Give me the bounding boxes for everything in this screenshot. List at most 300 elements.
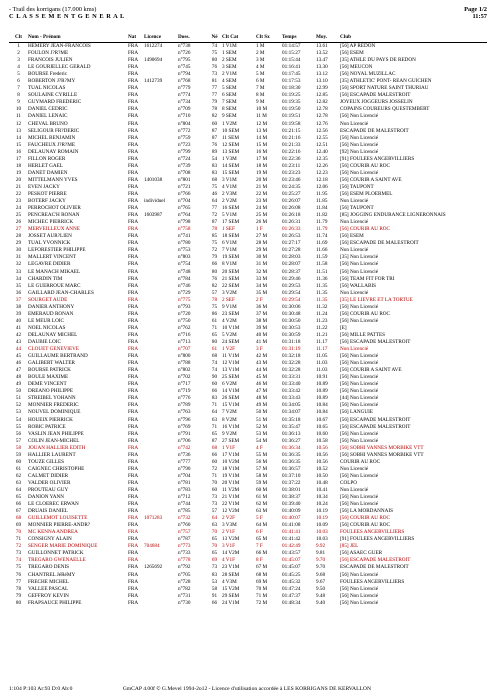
cell-sex-rank: 52 M	[256, 423, 268, 430]
cell-club: ESCAPADE DE MALESTROIT	[340, 127, 409, 134]
cell-speed: 9.92	[316, 543, 326, 550]
cell-born: 71	[211, 324, 218, 331]
cell-speed: 11.22	[316, 324, 328, 331]
cell-name: FAUCHEUX J?R?ME	[28, 141, 76, 148]
cell-born: 87	[211, 219, 218, 226]
cell-time: 01:33:31	[282, 374, 301, 381]
cell-name: DAUBIE LOIC	[28, 338, 61, 345]
cell-licence: 1612274	[144, 43, 163, 50]
cell-nat: FRA	[128, 324, 139, 331]
cell-speed: 10.24	[316, 501, 328, 508]
cell-sex-rank: 39 M	[256, 324, 268, 331]
cell-bib: n°788	[178, 360, 191, 367]
cell-licence	[143, 226, 177, 233]
cell-speed: 11.82	[316, 212, 328, 219]
cell-name: HALLIER LAURENT	[28, 451, 76, 458]
cell-time: 01:21:33	[282, 141, 301, 148]
cell-rank: 10	[15, 106, 22, 113]
cell-name: LE CLOËREC ERWAN	[28, 501, 79, 508]
table-row	[9, 536, 487, 543]
cell-bib: n°741	[178, 233, 191, 240]
cell-club: [56] AP REDON	[340, 43, 376, 50]
cell-bib: n°772	[178, 127, 191, 134]
cell-nat: FRA	[128, 134, 139, 141]
cell-name: BOTERF JACKY	[28, 198, 66, 205]
cell-sex-rank: 23 M	[256, 198, 268, 205]
cell-cat-rank: 6 V1M	[222, 240, 237, 247]
cell-sex-rank: 56 M	[256, 458, 268, 465]
cell-nat: FRA	[128, 388, 139, 395]
race-title: - Trail des korrigans (17.000 kms)	[9, 6, 97, 13]
cell-licence	[143, 508, 177, 515]
table-row	[9, 283, 487, 290]
cell-sex-rank: 2 F	[256, 296, 263, 303]
cell-time: 01:33:40	[282, 381, 301, 388]
cell-club: [56] Non Licencié	[340, 141, 379, 148]
table-row	[9, 128, 487, 135]
cell-cat-rank: 12 V1M	[222, 360, 240, 367]
cell-born: 64	[211, 198, 218, 205]
cell-licence	[143, 156, 177, 163]
cell-sex-rank: 29 M	[256, 247, 268, 254]
cell-nat: FRA	[128, 353, 139, 360]
cell-speed: 10.65	[316, 423, 328, 430]
cell-club: [56] COURIR AU ROC	[340, 310, 391, 317]
cell-bib: n°706	[178, 437, 191, 444]
cell-club: [56] ESCAPADE DE MALESTROIT	[340, 240, 419, 247]
table-row	[9, 318, 487, 325]
cell-nat: FRA	[128, 444, 139, 451]
cell-licence	[143, 557, 177, 564]
cell-time: 01:26:31	[282, 219, 301, 226]
cell-club: [56] Non Licencié	[340, 402, 379, 409]
cell-born: 90	[211, 374, 218, 381]
cell-born: 89	[211, 148, 218, 155]
cell-speed: 12.85	[316, 92, 328, 99]
cell-cat-rank: 18 SEM	[222, 233, 240, 240]
cell-sex-rank: 7 M	[256, 85, 265, 92]
cell-licence	[143, 586, 177, 593]
cell-bib: n°796	[178, 416, 191, 423]
cell-licence	[143, 163, 177, 170]
cell-licence	[143, 424, 177, 431]
table-row	[9, 99, 487, 106]
table-row	[9, 339, 487, 346]
cell-sex-rank: 49 M	[256, 402, 268, 409]
cell-born: 70	[211, 543, 218, 550]
cell-name: MICHEL BENJAMIN	[28, 134, 76, 141]
cell-rank: 3	[17, 57, 20, 64]
cell-licence	[143, 71, 177, 78]
cell-club: [56] MEUCON	[340, 64, 373, 71]
cell-rank: 32	[15, 261, 22, 268]
cell-sex-rank: 72 M	[256, 599, 268, 606]
cell-sex-rank: 60 M	[256, 486, 268, 493]
table-row	[9, 43, 487, 51]
cell-name: FILLON ROGER	[28, 155, 66, 162]
cell-licence	[143, 402, 177, 409]
cell-time: 01:33:42	[282, 388, 301, 395]
cell-bib: n°723	[178, 141, 191, 148]
table-row	[9, 424, 487, 431]
cell-cat-rank: 15 V2M	[222, 585, 240, 592]
cell-name: CAIGNEC CHRISTOPHE	[28, 465, 85, 472]
cell-sex-rank: 14 M	[256, 134, 268, 141]
cell-born: 76	[211, 64, 218, 71]
cell-born: 72	[211, 465, 218, 472]
cell-name: BOULE MAXIME	[28, 374, 69, 381]
cell-cat-rank: 29 SEM	[222, 592, 240, 599]
cell-born: 73	[211, 501, 218, 508]
cell-speed: 11.36	[316, 275, 328, 282]
cell-bib: n°795	[178, 57, 191, 64]
cell-time: 01:42:49	[282, 543, 301, 550]
cell-cat-rank: 22 V1M	[222, 501, 240, 508]
cell-bib: n°728	[178, 578, 191, 585]
cell-time: 01:28:37	[282, 268, 301, 275]
cell-rank: 52	[15, 402, 22, 409]
cell-bib: n°804	[178, 120, 191, 127]
cell-cat-rank: 20 V1M	[222, 479, 240, 486]
cell-nat: FRA	[128, 402, 139, 409]
col-header-nat: Nat	[127, 32, 143, 43]
cell-nat: FRA	[128, 465, 139, 472]
table-row	[9, 212, 487, 219]
cell-licence: 1412739	[144, 78, 163, 85]
cell-speed: 12.82	[316, 99, 328, 106]
cell-club: ESCAPADE DE MALESTROIT	[340, 564, 409, 571]
cell-speed: 9.67	[316, 578, 326, 585]
cell-club: [56] ESCAPADE MALESTROIT	[340, 423, 411, 430]
cell-nat: FRA	[128, 303, 139, 310]
cell-licence	[143, 550, 177, 557]
cell-rank: 41	[15, 324, 22, 331]
table-row	[9, 438, 487, 445]
cell-time: 01:22:36	[282, 155, 301, 162]
cell-sex-rank: 38 M	[256, 317, 268, 324]
cell-cat-rank: 22 SEM	[222, 282, 240, 289]
cell-speed: 9.68	[316, 571, 326, 578]
cell-born: 83	[211, 395, 218, 402]
cell-name: MERVEILLEUX ANNE	[28, 226, 80, 233]
cell-cat-rank: 8 V2M	[222, 416, 237, 423]
cell-bib: n°801	[178, 176, 191, 183]
cell-sex-rank: 3 F	[256, 346, 263, 353]
cell-licence	[143, 431, 177, 438]
cell-nat: FRA	[128, 529, 139, 536]
cell-sex-rank: 8 M	[256, 92, 265, 99]
cell-bib: n°784	[178, 275, 191, 282]
cell-nat: FRA	[128, 416, 139, 423]
cell-born: 75	[211, 303, 218, 310]
cell-bib: n°739	[178, 162, 191, 169]
cell-sex-rank: 66 M	[256, 550, 268, 557]
cell-time: 01:19:58	[282, 120, 301, 127]
cell-cat-rank: 7 SEM	[222, 99, 237, 106]
cell-club: [56] LANGUIE	[340, 409, 373, 416]
cell-born: 91	[211, 592, 218, 599]
cell-bib: n°750	[178, 317, 191, 324]
cell-name: DREANO PHILIPPE	[28, 388, 74, 395]
cell-speed: 11.35	[316, 289, 328, 296]
cell-licence: 1071283	[144, 515, 163, 522]
cell-club: [56] Non Licencié	[340, 571, 379, 578]
cell-name: SOULAINE CYRILLE	[28, 92, 78, 99]
cell-bib: n°754	[178, 261, 191, 268]
cell-club: [56] COURIR A SAINT AVE	[340, 176, 402, 183]
cell-born: 68	[211, 176, 218, 183]
cell-club: FOULEES ANGERVILLIERS	[340, 578, 405, 585]
cell-name: JOSSET AUR?LIEN	[28, 233, 72, 240]
cell-sex-rank: 36 M	[256, 303, 268, 310]
cell-name: EVEN JACKY	[28, 183, 60, 190]
cell-licence	[143, 261, 177, 268]
cell-speed: 12.23	[316, 169, 328, 176]
cell-rank: 66	[15, 501, 22, 508]
cell-bib: n°730	[178, 599, 191, 606]
cell-cat-rank: 4 V1M	[222, 183, 237, 190]
cell-sex-rank: 68 M	[256, 571, 268, 578]
cell-cat-rank: 24 V1M	[222, 599, 240, 606]
cell-born: 74	[211, 360, 218, 367]
cell-licence	[143, 247, 177, 254]
table-row	[9, 473, 487, 480]
cell-name: GAILLARD JEAN-CHARLES	[28, 289, 94, 296]
cell-sex-rank: 57 M	[256, 465, 268, 472]
cell-speed: 12.06	[316, 183, 328, 190]
cell-born: 80	[211, 57, 218, 64]
table-row	[9, 402, 487, 409]
cell-licence: 1490694	[144, 57, 163, 64]
cell-speed: 9.81	[316, 550, 326, 557]
cell-born: 68	[211, 353, 218, 360]
cell-time: 01:32:18	[282, 353, 301, 360]
cell-name: DANET DAMIEN	[28, 169, 68, 176]
cell-nat: FRA	[128, 409, 139, 416]
cell-rank: 4	[17, 64, 20, 71]
cell-time: 01:34:05	[282, 402, 301, 409]
cell-speed: 10.48	[316, 479, 328, 486]
cell-sex-rank: 21 M	[256, 183, 268, 190]
cell-nat: FRA	[128, 169, 139, 176]
cell-rank: 37	[15, 296, 22, 303]
cell-rank: 44	[15, 346, 22, 353]
cell-name: GUILLAUME BERTRAND	[28, 353, 88, 360]
cell-name: MONNIER PIERRE-ANDR?	[28, 522, 91, 529]
table-row	[9, 494, 487, 501]
cell-licence	[143, 128, 177, 135]
cell-cat-rank: 15 V1M	[222, 402, 240, 409]
cell-rank: 64	[15, 486, 22, 493]
cell-sex-rank: 10 M	[256, 106, 268, 113]
cell-name: DANIER ANTHONY	[28, 303, 75, 310]
table-row	[9, 529, 487, 536]
cell-born: 75	[211, 240, 218, 247]
cell-born: 82	[211, 113, 218, 120]
cell-time: 01:19:25	[282, 92, 301, 99]
cell-rank: 73	[15, 550, 22, 557]
cell-bib: n°773	[178, 543, 191, 550]
cell-born: 46	[211, 191, 218, 197]
cell-sex-rank: 15 M	[256, 141, 268, 148]
cell-club: [56] ESCAPADE MALESTROIT	[340, 557, 411, 564]
cell-born: 87	[211, 437, 218, 444]
cell-time: 01:29:54	[282, 296, 301, 303]
cell-speed: 11.79	[316, 226, 328, 233]
cell-rank: 14	[15, 134, 22, 141]
cell-sex-rank: 62 M	[256, 501, 268, 508]
cell-born: 77	[211, 205, 218, 212]
cell-cat-rank: 3 V2M	[222, 289, 237, 296]
cell-club: [56] Non Licencié	[340, 472, 379, 479]
cell-rank: 18	[15, 162, 22, 169]
cell-club: [56] ESEM PLOERMEL	[340, 191, 393, 197]
cell-cat-rank: 1 SEM	[222, 50, 237, 57]
cell-speed: 11.17	[316, 338, 328, 345]
cell-rank: 62	[15, 472, 22, 479]
cell-speed: 11.21	[316, 331, 328, 338]
cell-sex-rank: 4 F	[256, 444, 263, 451]
results-table	[9, 32, 487, 607]
cell-name: LEFORESTIER PHILIPPE	[28, 247, 86, 254]
cell-speed: 9.50	[316, 585, 326, 592]
cell-cat-rank: 2 SEM	[222, 57, 237, 64]
table-row	[9, 452, 487, 459]
cell-nat: FRA	[128, 198, 139, 205]
cell-speed: 11.69	[316, 240, 328, 247]
cell-club: COURIR AU ROC	[340, 458, 381, 465]
cell-speed: 12.26	[316, 162, 328, 169]
cell-name: TREGARO DENIS	[28, 564, 70, 571]
cell-time: 01:24:35	[282, 183, 301, 190]
table-row	[9, 501, 487, 508]
cell-club: [56] SOBHI VANNES MORBIKE VTT	[340, 444, 424, 451]
cell-bib: n°745	[178, 64, 191, 71]
cell-licence	[143, 409, 177, 416]
cell-time: 01:33:43	[282, 395, 301, 402]
cell-time: 01:41:08	[282, 522, 301, 529]
cell-rank: 80	[15, 599, 22, 606]
table-row	[9, 71, 487, 78]
cell-born: 61	[211, 317, 218, 324]
cell-nat: FRA	[128, 592, 139, 599]
cell-cat-rank: 10 V2M	[222, 458, 240, 465]
cell-name: VALDER OLIVIER	[28, 479, 71, 486]
cell-time: 01:26:07	[282, 198, 301, 205]
cell-time: 01:38:37	[282, 494, 301, 501]
cell-bib: n°746	[178, 282, 191, 289]
cell-sex-rank: 28 M	[256, 240, 268, 247]
cell-club: [56] ASAEC GUER	[340, 550, 383, 557]
cell-born: 76	[211, 141, 218, 148]
cell-rank: 36	[15, 289, 22, 296]
cell-speed: 11.03	[316, 360, 328, 367]
cell-sex-rank: 54 M	[256, 437, 268, 444]
table-row	[9, 240, 487, 247]
cell-born: 82	[211, 282, 218, 289]
cell-name: DANION YANN	[28, 494, 64, 501]
cell-born: 58	[211, 585, 218, 592]
cell-born: 71	[211, 472, 218, 479]
cell-born: 63	[211, 416, 218, 423]
cell-time: 01:30:06	[282, 303, 301, 310]
cell-nat: FRA	[128, 423, 139, 430]
cell-licence	[143, 438, 177, 445]
cell-licence	[143, 240, 177, 247]
cell-club: JOYEUX JOGGEURS JOSSELIN	[340, 99, 413, 106]
page-number: Page 1/2	[464, 6, 487, 13]
cell-bib: n°733	[178, 550, 191, 557]
cell-nat: FRA	[128, 43, 139, 50]
table-row	[9, 78, 487, 85]
cell-bib: n°775	[178, 296, 191, 303]
cell-nat: FRA	[128, 120, 139, 127]
cell-time: 01:45:07	[282, 557, 301, 564]
table-row	[9, 156, 487, 163]
cell-club: [E]	[340, 324, 347, 331]
cell-club: [35] ATHLETIC' PONT- REAN GUICHEN	[340, 78, 432, 85]
cell-rank: 13	[15, 127, 22, 134]
cell-sex-rank: 13 M	[256, 127, 268, 134]
cell-bib: n°748	[178, 268, 191, 275]
cell-club: [56] ESEM	[340, 50, 364, 57]
cell-cat-rank: 4 SEM	[222, 78, 237, 85]
cell-name: DANIEL CEDRIC	[28, 106, 68, 113]
cell-rank: 17	[15, 155, 22, 162]
cell-sex-rank: 45 M	[256, 374, 268, 381]
cell-bib: n°710	[178, 113, 191, 120]
table-row	[9, 64, 487, 71]
cell-nat: FRA	[128, 289, 139, 296]
cell-speed: 12.51	[316, 141, 328, 148]
table-row	[9, 113, 487, 120]
cell-time: 01:45:32	[282, 578, 301, 585]
cell-cat-rank: 19 V1M	[222, 472, 240, 479]
cell-licence	[143, 473, 177, 480]
cell-nat: FRA	[128, 113, 139, 120]
cell-licence	[143, 99, 177, 106]
cell-cat-rank: 21 SEM	[222, 275, 240, 282]
cell-bib: n°738	[178, 43, 191, 50]
cell-born: 65	[211, 536, 218, 543]
cell-name: DANIEL LENAIC	[28, 113, 68, 120]
cell-cat-rank: 8 V1M	[222, 261, 237, 268]
cell-speed: 11.74	[316, 233, 328, 240]
cell-name: GUYMARD FREDERIC	[28, 99, 82, 106]
table-row	[9, 381, 487, 388]
cell-club: [56] Non Licencié	[340, 169, 379, 176]
cell-nat: FRA	[128, 374, 139, 381]
cell-name: LE GOURIELLEC GERALD	[28, 64, 91, 71]
cell-bib: n°757	[178, 529, 191, 536]
cell-speed: 11.51	[316, 268, 328, 275]
cell-born: 78	[211, 106, 218, 113]
cell-licence	[143, 325, 177, 332]
cell-name: FRAPSAUCE PHILIPPE	[28, 599, 82, 606]
cell-cat-rank: 2 V3M	[222, 191, 237, 197]
cell-rank: 50	[15, 388, 22, 395]
cell-licence	[143, 381, 177, 388]
cell-born: 71	[211, 402, 218, 409]
cell-club: [56] ESCAPADE MALESTROIT	[340, 338, 411, 345]
table-row	[9, 522, 487, 529]
cell-club: [56] TAUPONT	[340, 183, 374, 190]
cell-name: MITTELMANN YVES	[28, 176, 78, 183]
cell-club: FOULEES ANGERVILLIERS	[340, 529, 405, 536]
table-row	[9, 353, 487, 360]
cell-nat: FRA	[128, 78, 139, 85]
cell-bib: n°769	[178, 423, 191, 430]
